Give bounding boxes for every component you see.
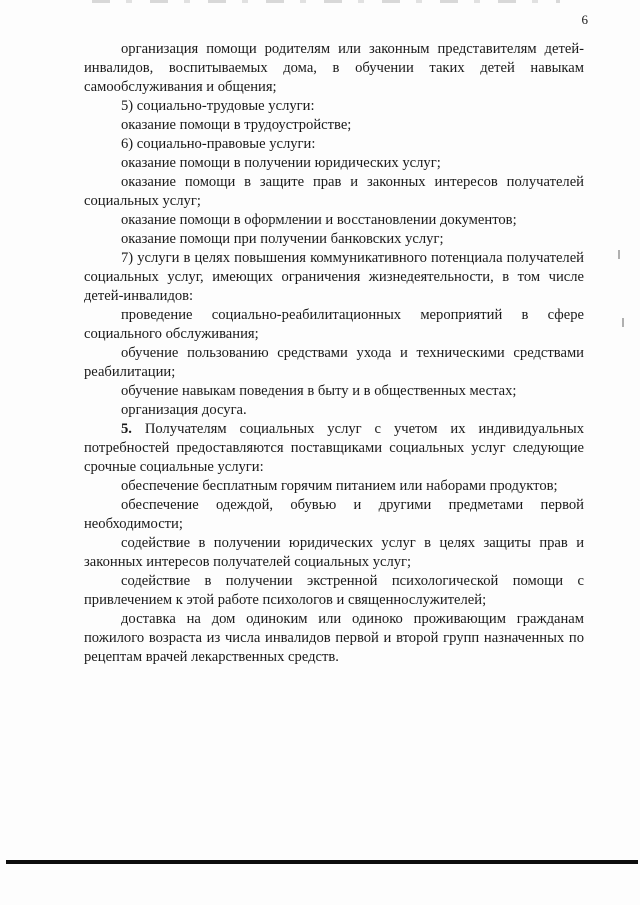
- section-5-text: Получателям социальных услуг с учетом их индивидуальных потребностей предоставляются поставщиками социальных услуг следующие срочные социальные услуги:: [84, 421, 584, 475]
- page-number: 6: [581, 12, 588, 27]
- paragraph-employment-help: оказание помощи в трудоустройстве;: [121, 117, 352, 133]
- paragraph-documents-help: оказание помощи в оформлении и восстановлении документов;: [121, 212, 517, 228]
- paragraph-heading-labor-services: 5) социально-трудовые услуги:: [121, 98, 315, 114]
- paragraph-heading-legal-services: 6) социально-правовые услуги:: [121, 136, 316, 152]
- section-number: 5.: [121, 421, 132, 437]
- paragraph-section-5: [84, 420, 584, 477]
- paragraph-clothing: обеспечение одеждой, обувью и другими предметами первой необходимости;: [84, 497, 584, 532]
- paragraph-legal-assistance-urgent: содействие в получении юридических услуг в целях защиты прав и законных интересов получателей социальных услуг;: [84, 535, 584, 570]
- scan-speck: [622, 318, 624, 327]
- paragraph-parent-assistance: организация помощи родителям или законным представителям детей-инвалидов, воспитываемых дома, в обучении таких детей навыкам самообслуживания и общения;: [84, 41, 584, 95]
- paragraph-legal-help: оказание помощи в получении юридических услуг;: [121, 155, 441, 171]
- paragraph-rights-protection: оказание помощи в защите прав и законных интересов получателей социальных услуг;: [84, 174, 584, 209]
- paragraph-psychological-help: содействие в получении экстренной психологической помощи с привлечением к этой работе психологов и священнослужителей;: [84, 573, 584, 608]
- scan-speck: [618, 250, 620, 259]
- bottom-rule: [6, 860, 638, 864]
- document-body: [84, 40, 584, 667]
- paragraph-care-equipment-training: обучение пользованию средствами ухода и техническими средствами реабилитации;: [84, 345, 584, 380]
- scan-artifact-top: [92, 0, 560, 3]
- paragraph-banking-help: оказание помощи при получении банковских услуг;: [121, 231, 444, 247]
- paragraph-hot-meals: обеспечение бесплатным горячим питанием или наборами продуктов;: [121, 478, 558, 494]
- paragraph-rehabilitation-events: проведение социально-реабилитационных мероприятий в сфере социального обслуживания;: [84, 307, 584, 342]
- paragraph-medicine-delivery: доставка на дом одиноким или одиноко проживающим гражданам пожилого возраста из числа инвалидов первой и второй групп назначенных по рецептам врачей лекарственных средств.: [84, 611, 584, 665]
- paragraph-behavior-training: обучение навыкам поведения в быту и в общественных местах;: [121, 383, 517, 399]
- paragraph-leisure: организация досуга.: [121, 402, 247, 418]
- paragraph-heading-communication-services: 7) услуги в целях повышения коммуникативного потенциала получателей социальных услуг, имеющих ограничения жизнедеятельности, в том числе детей-инвалидов:: [84, 250, 584, 304]
